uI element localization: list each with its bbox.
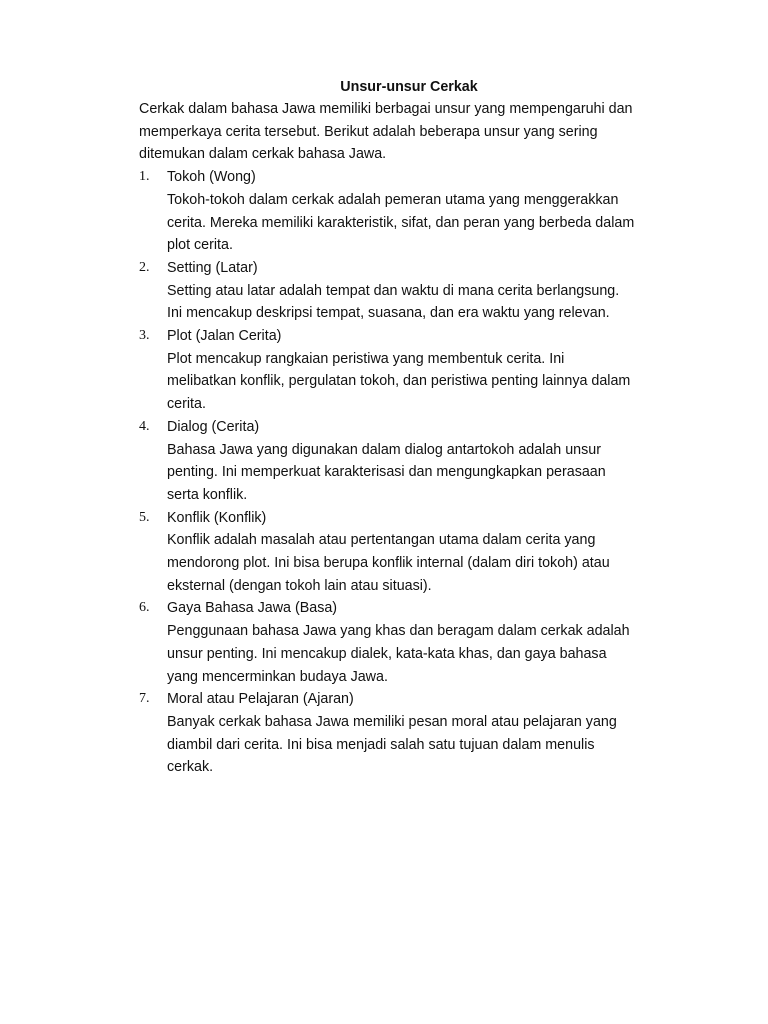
list-item	[139, 166, 679, 257]
list-item-number: 2.	[139, 259, 150, 275]
list-item-heading: Konflik (Konflik)	[167, 509, 267, 526]
list-item-heading: Gaya Bahasa Jawa (Basa)	[167, 600, 338, 617]
list-item-body: Penggunaan bahasa Jawa yang khas dan beragam dalam cerkak adalah unsur penting. Ini mencakup dialek, kata-kata khas, dan gaya bahasa yang mencerminkan budaya Jawa.	[167, 623, 630, 685]
list-item-number: 7.	[139, 691, 150, 707]
list-item-heading: Tokoh (Wong)	[167, 169, 256, 186]
list-item-body: Tokoh-tokoh dalam cerkak adalah pemeran utama yang menggerakkan cerita. Mereka memiliki karakteristik, sifat, dan peran yang berbeda dalam plot cerita.	[167, 191, 635, 254]
list-item-heading: Setting (Latar)	[167, 259, 258, 276]
list-item-body: Plot mencakup rangkaian peristiwa yang membentuk cerita. Ini melibatkan konflik, pergulatan tokoh, dan peristiwa penting lainnya dalam cerita.	[167, 350, 631, 413]
list-item	[139, 416, 679, 507]
list-item-body: Banyak cerkak bahasa Jawa memiliki pesan moral atau pelajaran yang diambil dari cerita. Ini bisa menjadi salah satu tujuan dalam menulis cerkak.	[167, 713, 617, 776]
list-item	[139, 507, 679, 598]
list-item-body: Bahasa Jawa yang digunakan dalam dialog antartokoh adalah unsur penting. Ini memperkuat karakterisasi dan mengungkapkan perasaan serta konflik.	[167, 441, 606, 503]
list-item-body: Konflik adalah masalah atau pertentangan utama dalam cerita yang mendorong plot. Ini bisa berupa konflik internal (dalam diri tokoh) atau eksternal (dengan tokoh lain atau situasi).	[167, 532, 610, 594]
list-item-number: 5.	[139, 509, 150, 525]
list-item-number: 6.	[139, 600, 150, 616]
list-item-heading: Dialog (Cerita)	[167, 418, 260, 435]
list-item-heading: Plot (Jalan Cerita)	[167, 328, 282, 345]
list-item-number: 1.	[139, 169, 150, 185]
list-item	[139, 257, 679, 325]
list-item-number: 3.	[139, 328, 150, 344]
list-item	[139, 597, 679, 688]
intro-paragraph: Cerkak dalam bahasa Jawa memiliki berbagai unsur yang mempengaruhi dan memperkaya cerita tersebut. Berikut adalah beberapa unsur yang sering ditemukan dalam cerkak bahasa Jawa.	[139, 101, 633, 163]
list-item-heading: Moral atau Pelajaran (Ajaran)	[167, 691, 354, 708]
document-title: Unsur-unsur Cerkak	[340, 79, 478, 95]
document-content	[139, 77, 679, 779]
list-item	[139, 688, 679, 779]
list-item	[139, 325, 679, 416]
list-item-body: Setting atau latar adalah tempat dan waktu di mana cerita berlangsung. Ini mencakup deskripsi tempat, suasana, dan era waktu yang relevan.	[167, 282, 620, 322]
list-item-number: 4.	[139, 418, 150, 434]
